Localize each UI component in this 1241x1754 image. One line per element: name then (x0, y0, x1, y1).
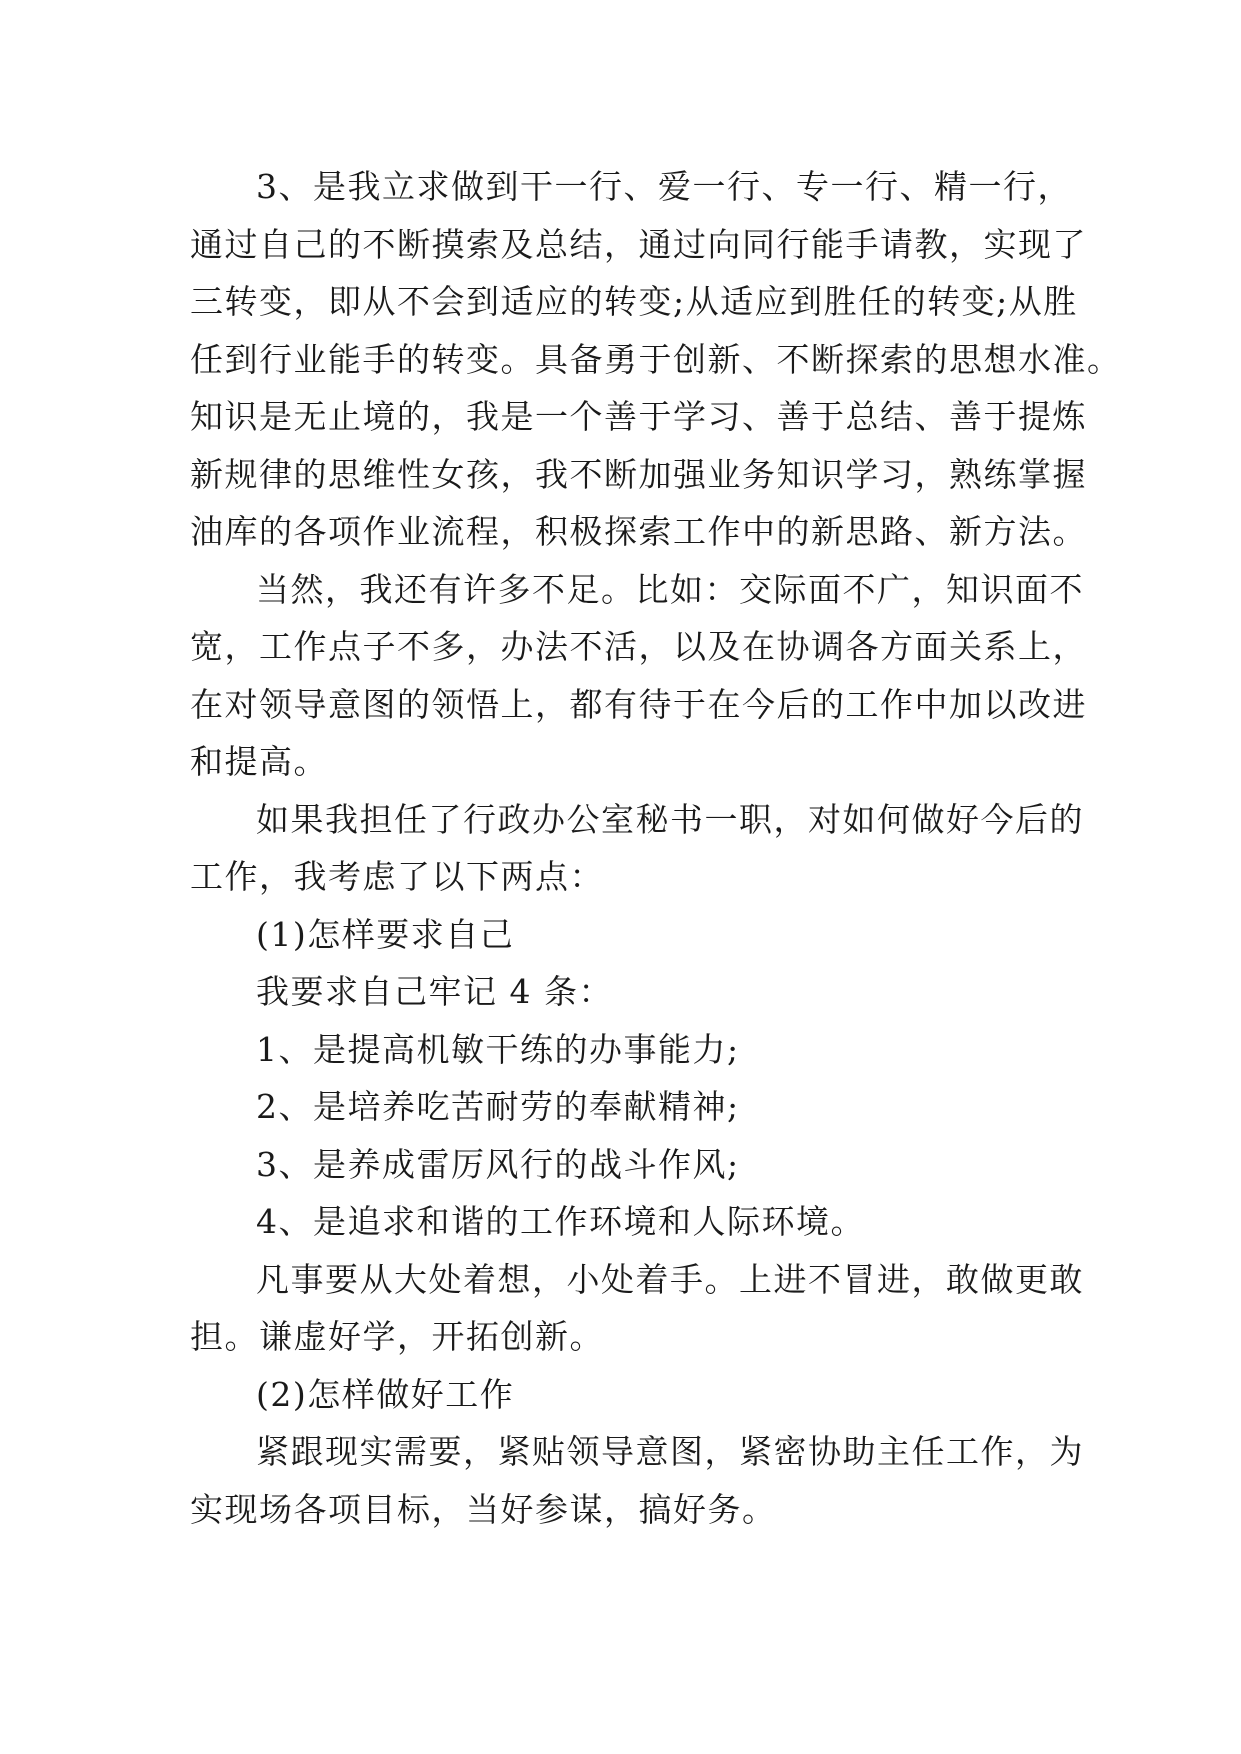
list-item: 1、是提高机敏干练的办事能力; (256, 1029, 740, 1069)
section-heading: (2)怎样做好工作 (256, 1374, 515, 1414)
text-line: 3、是我立求做到干一行、爱一行、专一行、精一行， (256, 167, 1072, 206)
text-line: 紧跟现实需要，紧贴领导意图，紧密协助主任工作，为 (256, 1432, 1084, 1471)
text-line: 通过自己的不断摸索及总结，通过向同行能手请教，实现了 (190, 224, 1087, 264)
document-body (190, 158, 1122, 1538)
text-line: 当然，我还有许多不足。比如：交际面不广，知识面不 (256, 569, 1084, 609)
section-heading: (1)怎样要求自己 (256, 914, 515, 954)
text-line: 任到行业能手的转变。具备勇于创新、不断探索的思想水准。 (190, 339, 1122, 379)
list-item: 2、是培养吃苦耐劳的奉献精神; (256, 1087, 740, 1126)
text-line: 凡事要从大处着想，小处着手。上进不冒进，敢做更敢 (256, 1259, 1084, 1299)
text-line: 在对领导意图的领悟上，都有待于在今后的工作中加以改进 (190, 684, 1087, 724)
text-line: 新规律的思维性女孩，我不断加强业务知识学习，熟练掌握 (190, 454, 1087, 494)
list-item: 4、是追求和谐的工作环境和人际环境。 (256, 1202, 865, 1241)
text-line: 和提高。 (190, 742, 328, 781)
text-line: 工作，我考虑了以下两点： (190, 857, 604, 896)
text-line: 实现场各项目标，当好参谋，搞好务。 (190, 1489, 777, 1529)
text-line: 油库的各项作业流程，积极探索工作中的新思路、新方法。 (190, 512, 1087, 551)
text-line: 我要求自己牢记 4 条： (256, 972, 613, 1011)
text-line: 知识是无止境的，我是一个善于学习、善于总结、善于提炼 (190, 397, 1087, 436)
text-line: 宽，工作点子不多，办法不活，以及在协调各方面关系上， (190, 627, 1087, 666)
text-line: 三转变，即从不会到适应的转变;从适应到胜任的转变;从胜 (190, 282, 1078, 321)
text-line: 如果我担任了行政办公室秘书一职，对如何做好今后的 (256, 799, 1084, 839)
list-item: 3、是养成雷厉风行的战斗作风; (256, 1144, 740, 1184)
text-line: 担。谦虚好学，开拓创新。 (190, 1317, 604, 1356)
